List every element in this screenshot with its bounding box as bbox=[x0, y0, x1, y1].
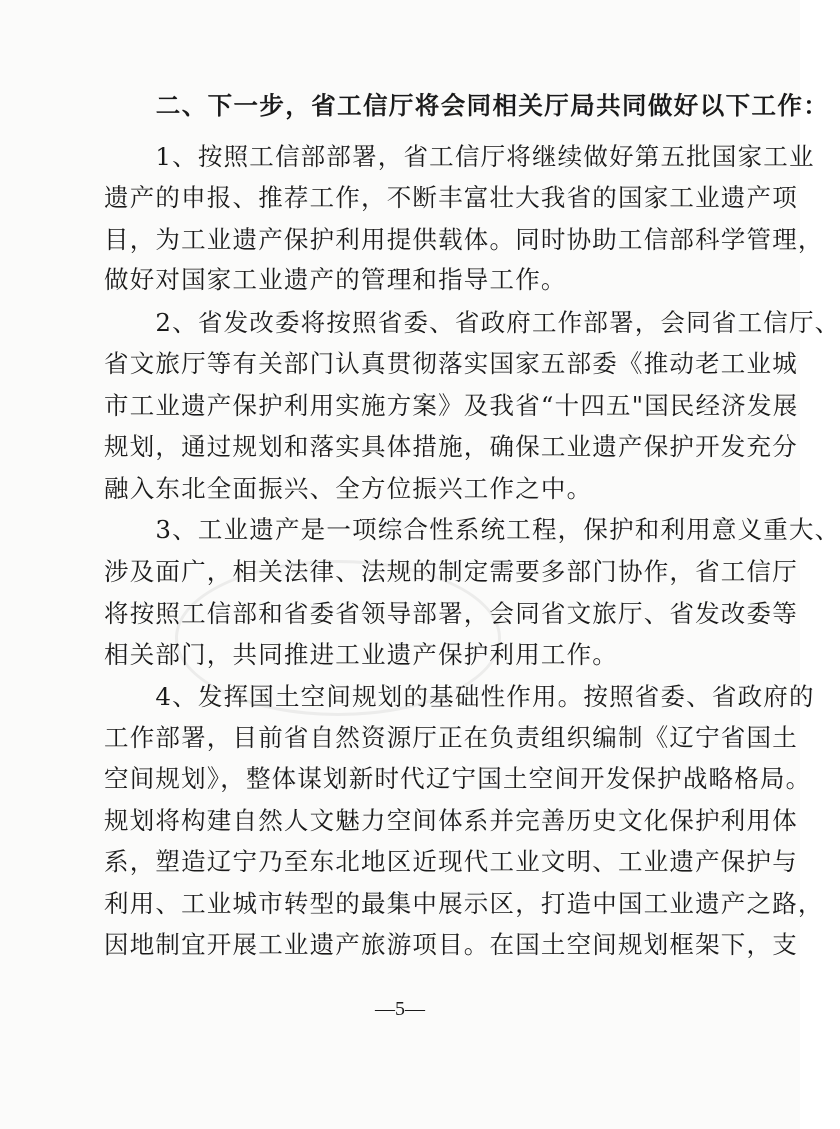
paragraph-line: 相关部门，共同推进工业遗产保护利用工作。 bbox=[104, 640, 618, 669]
paragraph-line: 规划将构建自然人文魅力空间体系并完善历史文化保护利用体 bbox=[104, 806, 798, 835]
paragraph-line: 工作部署，目前省自然资源厅正在负责组织编制《辽宁省国土 bbox=[104, 723, 798, 752]
paragraph-line: 利用、工业城市转型的最集中展示区，打造中国工业遗产之路， bbox=[104, 889, 824, 918]
paragraph-line: 涉及面广，相关法律、法规的制定需要多部门协作，省工信厅 bbox=[104, 557, 798, 586]
page-number: —5— bbox=[375, 998, 425, 1020]
paragraph-line: 将按照工信部和省委省领导部署，会同省文旅厅、省发改委等 bbox=[104, 599, 798, 628]
paragraph-line: 目，为工业遗产保护利用提供载体。同时协助工信部科学管理， bbox=[104, 225, 824, 254]
paragraph-line: 省文旅厅等有关部门认真贯彻落实国家五部委《推动老工业城 bbox=[104, 349, 798, 378]
paragraph-line: 3、工业遗产是一项综合性系统工程，保护和利用意义重大、 bbox=[104, 515, 840, 544]
paragraph-line: 做好对国家工业遗产的管理和指导工作。 bbox=[104, 265, 567, 294]
paragraph-line: 1、按照工信部部署，省工信厅将继续做好第五批国家工业 bbox=[104, 142, 815, 171]
paragraph-line: 系，塑造辽宁乃至东北地区近现代工业文明、工业遗产保护与 bbox=[104, 847, 798, 876]
paragraph-line: 规划，通过规划和落实具体措施，确保工业遗产保护开发充分 bbox=[104, 432, 798, 461]
section-heading: 二、下一步，省工信厅将会同相关厅局共同做好以下工作： bbox=[104, 91, 830, 120]
paragraph-line: 因地制宜开展工业遗产旅游项目。在国土空间规划框架下，支 bbox=[104, 930, 798, 959]
paragraph-line: 融入东北全面振兴、全方位振兴工作之中。 bbox=[104, 474, 593, 503]
paragraph-line: 空间规划》，整体谋划新时代辽宁国土空间开发保护战略格局。 bbox=[104, 764, 812, 793]
paragraph-line: 2、省发改委将按照省委、省政府工作部署，会同省工信厅、 bbox=[104, 308, 840, 337]
paragraph-line: 遗产的申报、推荐工作，不断丰富壮大我省的国家工业遗产项 bbox=[104, 183, 798, 212]
paragraph-line: 4、发挥国土空间规划的基础性作用。按照省委、省政府的 bbox=[104, 682, 815, 711]
paragraph-line: 市工业遗产保护利用实施方案》及我省“十四五"国民经济发展 bbox=[104, 391, 799, 420]
